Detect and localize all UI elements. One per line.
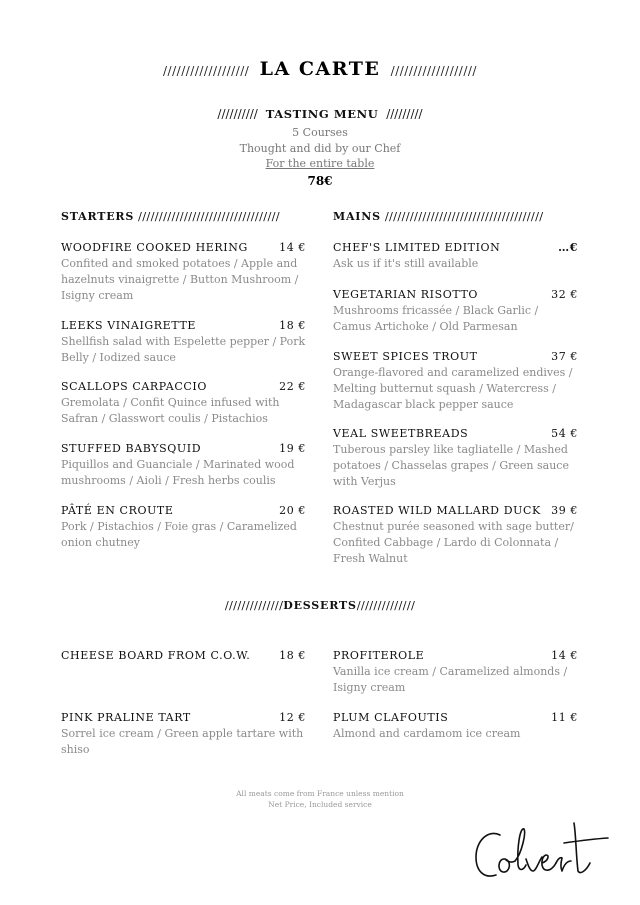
menu-item	[333, 349, 578, 412]
item-name: SCALLOPS CARPACCIO	[61, 380, 207, 393]
tasting-menu-title: TASTING MENU	[265, 107, 379, 121]
item-price: 54 €	[551, 427, 578, 440]
item-description: Gremolata / Confit Quince infused with Safran / Glasswort coulis / Pistachios	[61, 396, 280, 425]
item-name: LEEKS VINAIGRETTE	[61, 319, 197, 332]
menu-item	[333, 240, 578, 272]
item-price: 39 €	[551, 504, 578, 517]
menu-item	[61, 240, 306, 303]
item-name: PROFITEROLE	[333, 649, 425, 662]
tasting-menu-heading	[0, 107, 640, 121]
menu-item	[333, 648, 578, 696]
item-price: 11 €	[551, 711, 578, 724]
item-price: 14 €	[551, 649, 578, 662]
menu-title	[0, 58, 640, 80]
item-price: 32 €	[551, 288, 578, 301]
item-description: Almond and cardamom ice cream	[333, 727, 521, 740]
tasting-right-slashes: /////////	[386, 107, 423, 121]
item-name: WOODFIRE COOKED HERING	[61, 241, 248, 254]
item-description: Chestnut purée seasoned with sage butter/ Confited Cabbage / Lardo di Colonnata / Fresh Walnut	[333, 520, 574, 565]
tasting-subtitle: Thought and did by our Chef	[239, 141, 401, 155]
item-price: 18 €	[279, 649, 306, 662]
starters-heading	[61, 209, 280, 223]
item-price: 37 €	[551, 350, 578, 363]
item-description: Orange-flavored and caramelized endives / Melting butternut squash / Watercress / Madagascar black pepper sauce	[333, 366, 573, 411]
item-name: PÂTÉ EN CROUTE	[61, 504, 174, 517]
item-description: Confited and smoked potatoes / Apple and hazelnuts vinaigrette / Button Mushroom / Isigny cream	[61, 257, 299, 302]
item-price: 20 €	[279, 504, 306, 517]
item-price: 14 €	[279, 241, 306, 254]
mains-title: MAINS	[333, 210, 381, 223]
mains-slashes: //////////////////////////////////////	[384, 209, 544, 223]
menu-item	[333, 287, 578, 335]
item-price: 22 €	[279, 380, 306, 393]
starters-slashes: //////////////////////////////////	[138, 209, 280, 223]
menu-item	[61, 318, 306, 366]
footer-line-1: All meats come from France unless mention	[236, 789, 404, 798]
item-description: Sorrel ice cream / Green apple tartare with shiso	[61, 727, 304, 756]
item-description: Tuberous parsley like tagliatelle / Mashed potatoes / Chasselas grapes / Green sauce with Verjus	[333, 443, 569, 488]
item-description: Ask us if it's still available	[333, 257, 479, 270]
item-name: VEAL SWEETBREADS	[333, 427, 469, 440]
item-name: VEGETARIAN RISOTTO	[333, 288, 479, 301]
title-left-slashes: ///////////////////	[163, 64, 250, 78]
item-name: PLUM CLAFOUTIS	[333, 711, 449, 724]
item-price: 18 €	[279, 319, 306, 332]
menu-item	[333, 503, 578, 566]
item-description: Mushrooms fricassée / Black Garlic / Camus Artichoke / Old Parmesan	[333, 304, 539, 333]
desserts-heading	[0, 598, 640, 612]
mains-heading	[333, 209, 543, 223]
page-title: LA CARTE	[259, 58, 381, 80]
footer-line-2: Net Price, Included service	[268, 800, 372, 809]
colvert-signature	[470, 815, 615, 890]
footer-note	[0, 788, 640, 810]
item-name: STUFFED BABYSQUID	[61, 442, 202, 455]
desserts-title: DESSERTS	[283, 599, 357, 612]
tasting-menu-details	[0, 125, 640, 188]
title-right-slashes: ///////////////////	[390, 64, 477, 78]
menu-item	[61, 503, 306, 551]
item-name: CHEESE BOARD FROM C.O.W.	[61, 649, 251, 662]
item-name: ROASTED WILD MALLARD DUCK	[333, 504, 541, 517]
item-name: PINK PRALINE TART	[61, 711, 191, 724]
menu-item	[61, 379, 306, 427]
item-description: Piquillos and Guanciale / Marinated wood mushrooms / Aioli / Fresh herbs coulis	[61, 458, 295, 487]
item-description: Pork / Pistachios / Foie gras / Caramelized onion chutney	[61, 520, 297, 549]
item-description: Vanilla ice cream / Caramelized almonds / Isigny cream	[333, 665, 568, 694]
item-description: Shellfish salad with Espelette pepper / Pork Belly / Iodized sauce	[61, 335, 306, 364]
item-name: CHEF'S LIMITED EDITION	[333, 241, 501, 254]
menu-item	[333, 710, 578, 742]
item-name: SWEET SPICES TROUT	[333, 350, 478, 363]
starters-title: STARTERS	[61, 210, 135, 223]
desserts-left-slashes: //////////////	[224, 598, 284, 612]
item-price: …€	[558, 241, 578, 254]
tasting-price: 78€	[307, 173, 333, 188]
tasting-left-slashes: //////////	[217, 107, 258, 121]
tasting-courses: 5 Courses	[292, 126, 348, 139]
item-price: 19 €	[279, 442, 306, 455]
menu-item	[61, 441, 306, 489]
desserts-right-slashes: //////////////	[356, 598, 416, 612]
signature-logo	[470, 815, 615, 894]
menu-item	[61, 710, 306, 758]
menu-item	[61, 648, 306, 664]
tasting-note: For the entire table	[265, 157, 375, 170]
item-price: 12 €	[279, 711, 306, 724]
menu-item	[333, 426, 578, 489]
